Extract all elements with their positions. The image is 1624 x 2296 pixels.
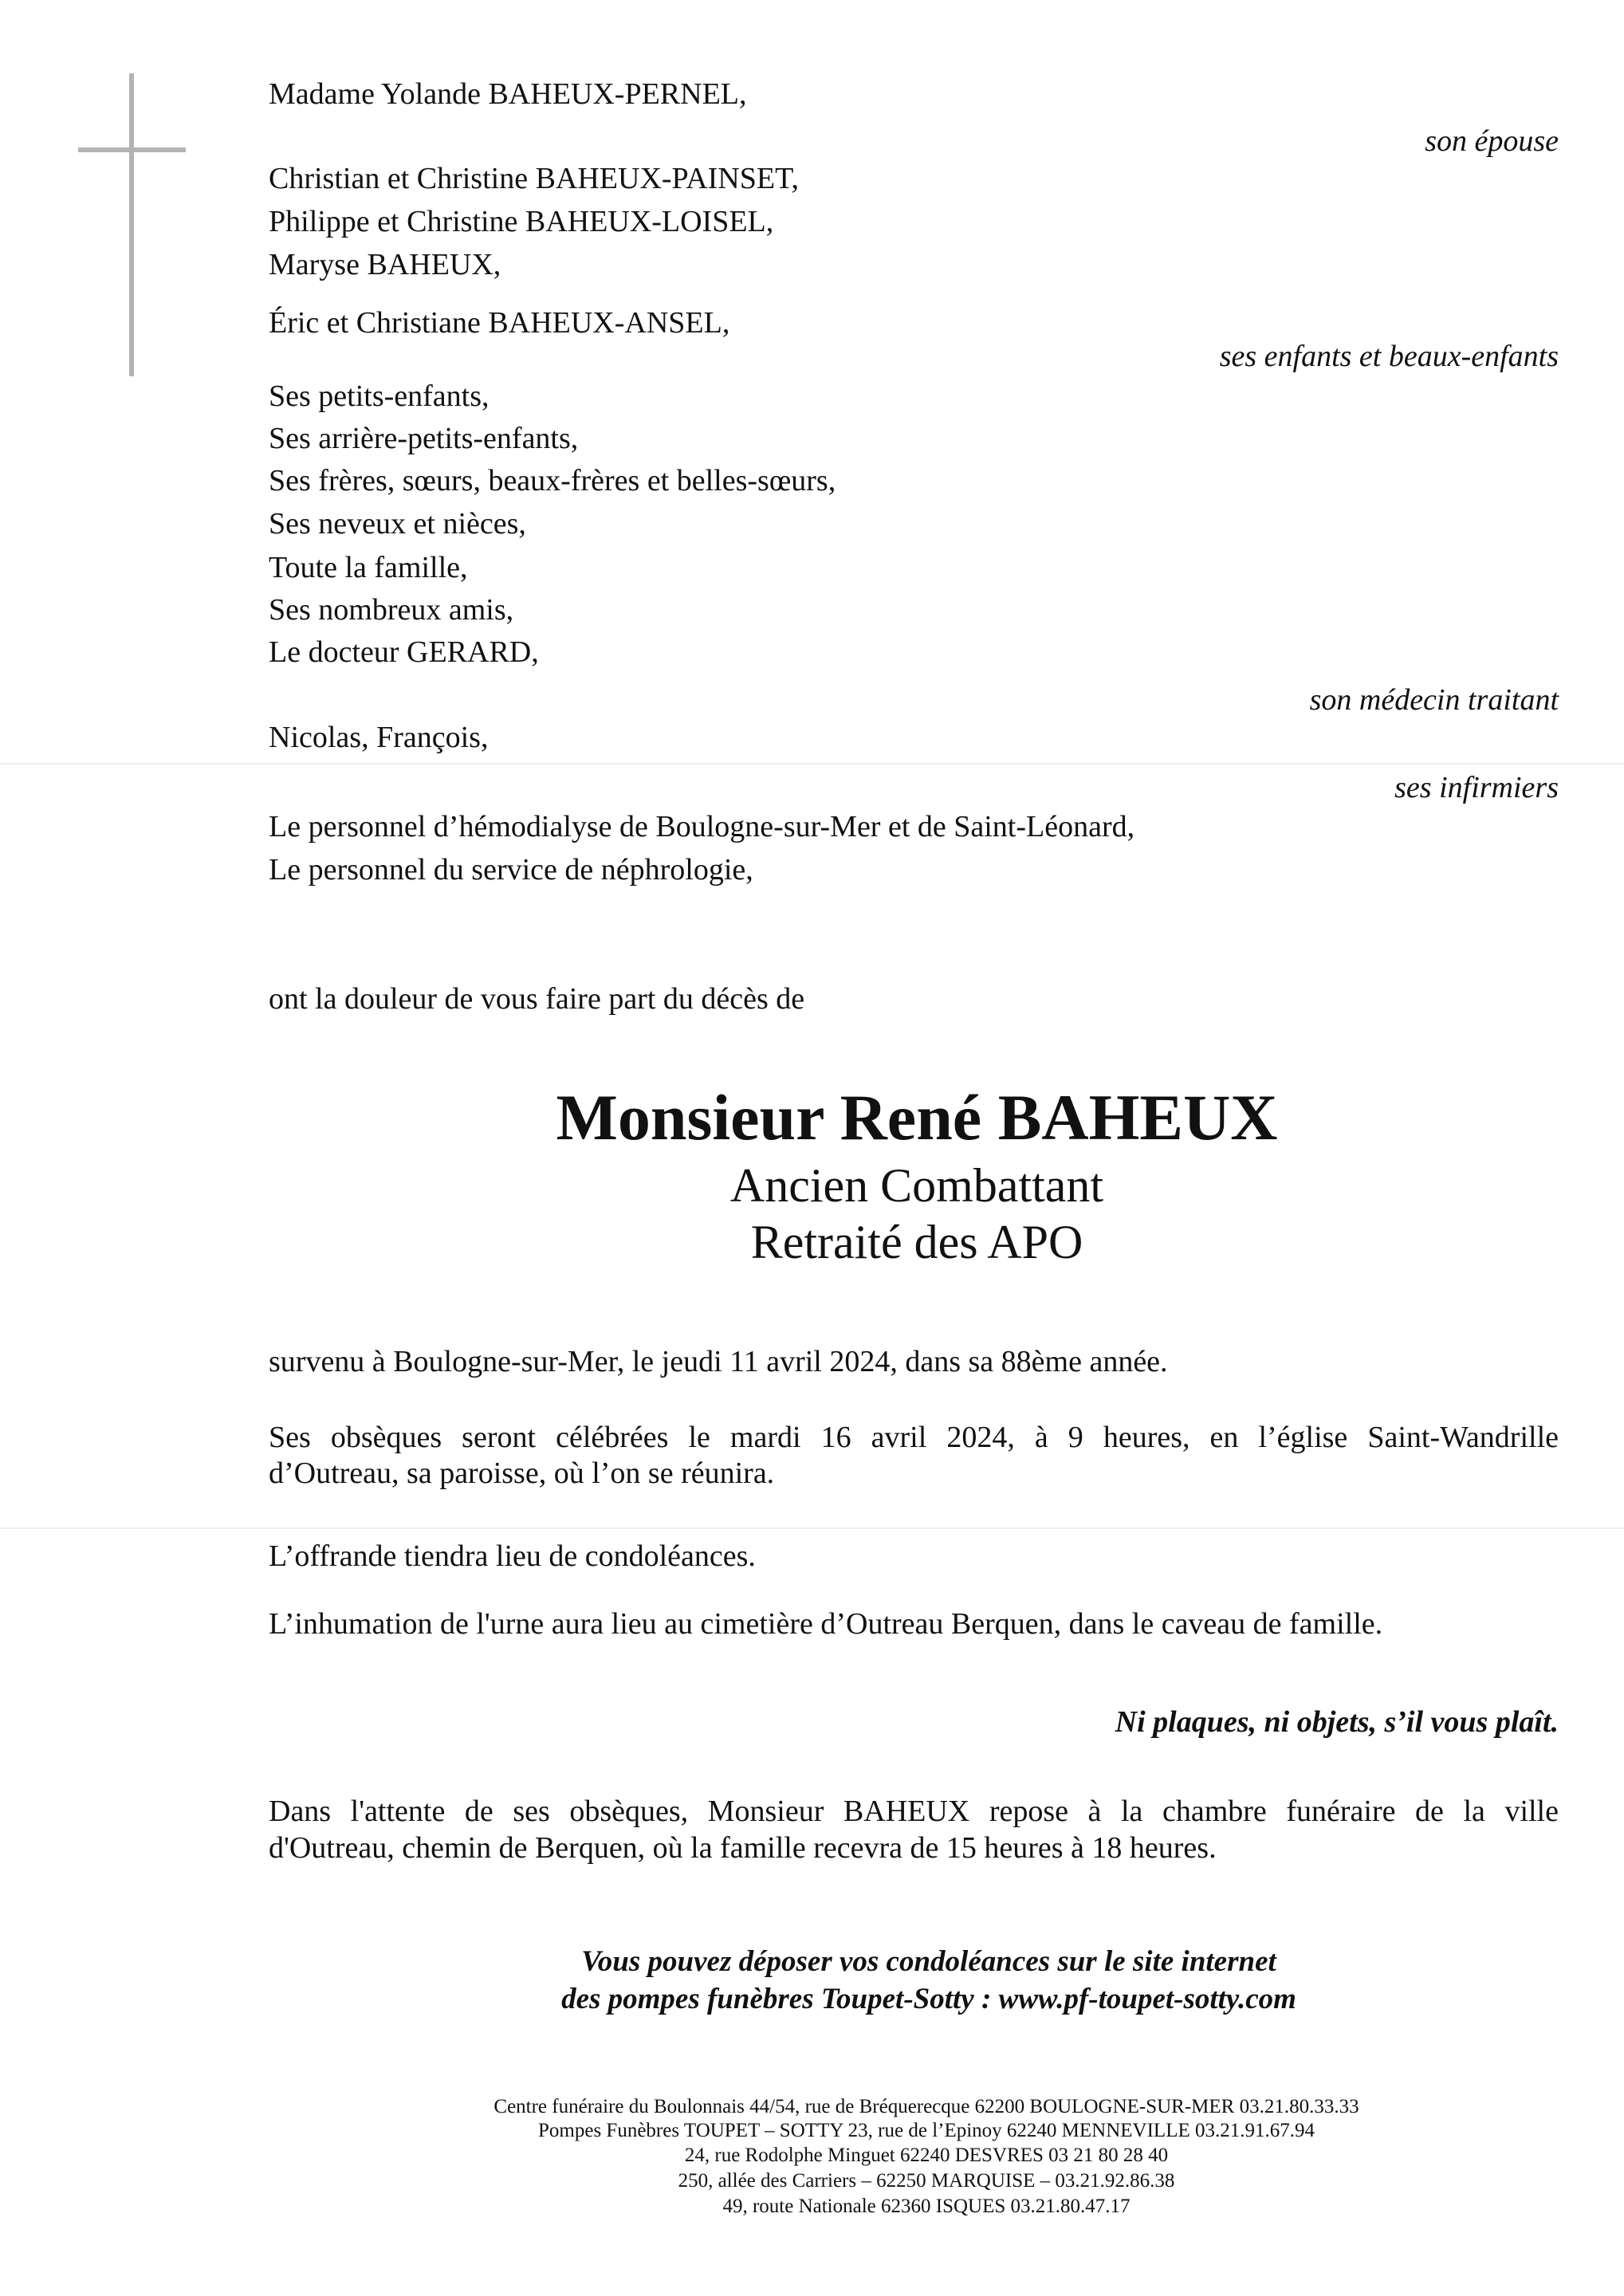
cross-horizontal-bar	[78, 147, 186, 152]
nurses-names: Nicolas, François,	[269, 721, 489, 754]
doctor-name: Le docteur GERARD,	[269, 635, 539, 669]
child-name: Éric et Christiane BAHEUX-ANSEL,	[269, 306, 730, 340]
footer-line: 24, rue Rodolphe Minguet 62240 DESVRES 03 21 80 28 40	[684, 2145, 1169, 2166]
spouse-name: Madame Yolande BAHEUX-PERNEL,	[269, 77, 747, 111]
family-member: Ses neveux et nièces,	[269, 507, 526, 541]
no-flowers-notice: Ni plaques, ni objets, s’il vous plaît.	[1115, 1705, 1559, 1739]
family-member: Toute la famille,	[269, 551, 468, 584]
spouse-relation: son épouse	[1425, 124, 1559, 158]
announcement-text: ont la douleur de vous faire part du décès de	[269, 982, 805, 1016]
staff-line: Le personnel du service de néphrologie,	[269, 853, 753, 887]
footer-line: 250, allée des Carriers – 62250 MARQUISE – 03.21.92.86.38	[678, 2170, 1175, 2192]
child-name: Philippe et Christine BAHEUX-LOISEL,	[269, 205, 774, 238]
footer-line: Centre funéraire du Boulonnais 44/54, rue de Bréquerecque 62200 BOULOGNE-SUR-MER 03.21.80.33.33	[493, 2096, 1359, 2117]
funeral-details-line1: Ses obsèques seront célébrées le mardi 16 avril 2024, à 9 heures, en l’église Saint-Wandrille	[269, 1421, 1559, 1454]
staff-line: Le personnel d’hémodialyse de Boulogne-sur-Mer et de Saint-Léonard,	[269, 810, 1135, 843]
family-member: Ses nombreux amis,	[269, 593, 514, 627]
burial-text: L’inhumation de l'urne aura lieu au cimetière d’Outreau Berquen, dans le caveau de famille.	[269, 1607, 1383, 1641]
deceased-title: Ancien Combattant	[729, 1159, 1104, 1212]
footer-line: 49, route Nationale 62360 ISQUES 03.21.80.47.17	[722, 2196, 1131, 2217]
viewing-details-line2: d'Outreau, chemin de Berquen, où la famille recevra de 15 heures à 18 heures.	[269, 1831, 1217, 1865]
footer-line: Pompes Funèbres TOUPET – SOTTY 23, rue de l’Epinoy 62240 MENNEVILLE 03.21.91.67.94	[538, 2120, 1315, 2141]
deceased-title: Retraité des APO	[750, 1216, 1083, 1268]
scan-line	[0, 1527, 1624, 1529]
funeral-details-line2: d’Outreau, sa paroisse, où l’on se réunira.	[269, 1457, 775, 1490]
cross-vertical-bar	[129, 73, 134, 376]
child-name: Maryse BAHEUX,	[269, 248, 501, 281]
scan-line	[0, 763, 1624, 765]
death-details: survenu à Boulogne-sur-Mer, le jeudi 11 avril 2024, dans sa 88ème année.	[269, 1345, 1168, 1378]
child-name: Christian et Christine BAHEUX-PAINSET,	[269, 162, 799, 195]
children-relation: ses enfants et beaux-enfants	[1219, 340, 1559, 373]
doctor-relation: son médecin traitant	[1309, 683, 1559, 717]
family-member: Ses petits-enfants,	[269, 379, 490, 413]
condolences-line1: Vous pouvez déposer vos condoléances sur le site internet	[581, 1945, 1276, 1978]
family-member: Ses frères, sœurs, beaux-frères et belles-sœurs,	[269, 464, 836, 497]
offering-text: L’offrande tiendra lieu de condoléances.	[269, 1539, 756, 1573]
nurses-relation: ses infirmiers	[1394, 771, 1559, 804]
condolences-line2: des pompes funèbres Toupet-Sotty : www.pf-toupet-sotty.com	[561, 1983, 1296, 2015]
deceased-name: Monsieur René BAHEUX	[556, 1081, 1278, 1154]
viewing-details-line1: Dans l'attente de ses obsèques, Monsieur BAHEUX repose à la chambre funéraire de la ville	[269, 1795, 1559, 1828]
family-member: Ses arrière-petits-enfants,	[269, 422, 579, 455]
